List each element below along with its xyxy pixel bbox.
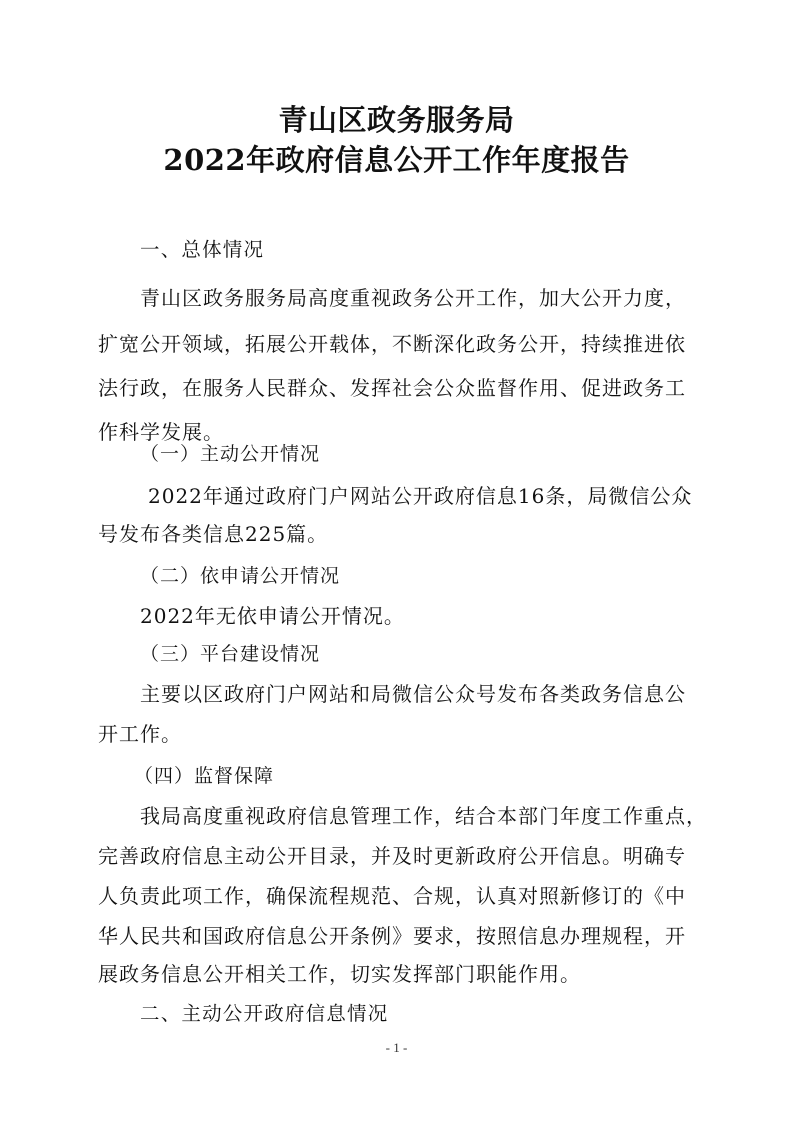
subsection3-heading: （三）平台建设情况 — [140, 643, 321, 665]
section1-intro-line: 作科学发展。 — [98, 420, 224, 444]
subsection4-line: 人负责此项工作，确保流程规范、合规，认真对照新修订的《中 — [98, 884, 686, 908]
subsection3-line: 主要以区政府门户网站和局微信公众号发布各类政务信息公 — [140, 682, 686, 706]
subsection1-heading: （一）主动公开情况 — [140, 443, 321, 465]
subsection1-line: 号发布各类信息225篇。 — [98, 522, 329, 546]
section1-heading: 一、总体情况 — [140, 238, 265, 261]
document-title-line2: 2022年政府信息公开工作年度报告 — [163, 143, 630, 177]
subsection4-line: 展政务信息公开相关工作，切实发挥部门职能作用。 — [98, 962, 581, 986]
section1-intro-line: 法行政，在服务人民群众、发挥社会公众监督作用、促进政务工 — [98, 376, 686, 400]
subsection1-line: 2022年通过政府门户网站公开政府信息16条，局微信公众 — [148, 484, 693, 508]
section2-heading: 二、主动公开政府信息情况 — [140, 1002, 389, 1025]
subsection4-line: 我局高度重视政府信息管理工作，结合本部门年度工作重点， — [140, 804, 707, 828]
subsection4-line: 完善政府信息主动公开目录，并及时更新政府公开信息。明确专 — [98, 844, 686, 868]
page-number: - 1 - — [385, 1040, 408, 1055]
subsection2-line: 2022年无依申请公开情况。 — [140, 604, 405, 628]
section1-intro-line: 扩宽公开领域，拓展公开载体，不断深化政务公开，持续推进依 — [98, 332, 686, 356]
subsection4-heading: （四）监督保障 — [134, 765, 275, 787]
document-title-line1: 青山区政务服务局 — [278, 103, 515, 137]
subsection3-line: 开工作。 — [98, 722, 182, 746]
section1-intro-line: 青山区政务服务局高度重视政务公开工作，加大公开力度， — [140, 286, 686, 310]
subsection2-heading: （二）依申请公开情况 — [140, 565, 341, 587]
subsection4-line: 华人民共和国政府信息公开条例》要求，按照信息办理规程，开 — [98, 924, 686, 948]
